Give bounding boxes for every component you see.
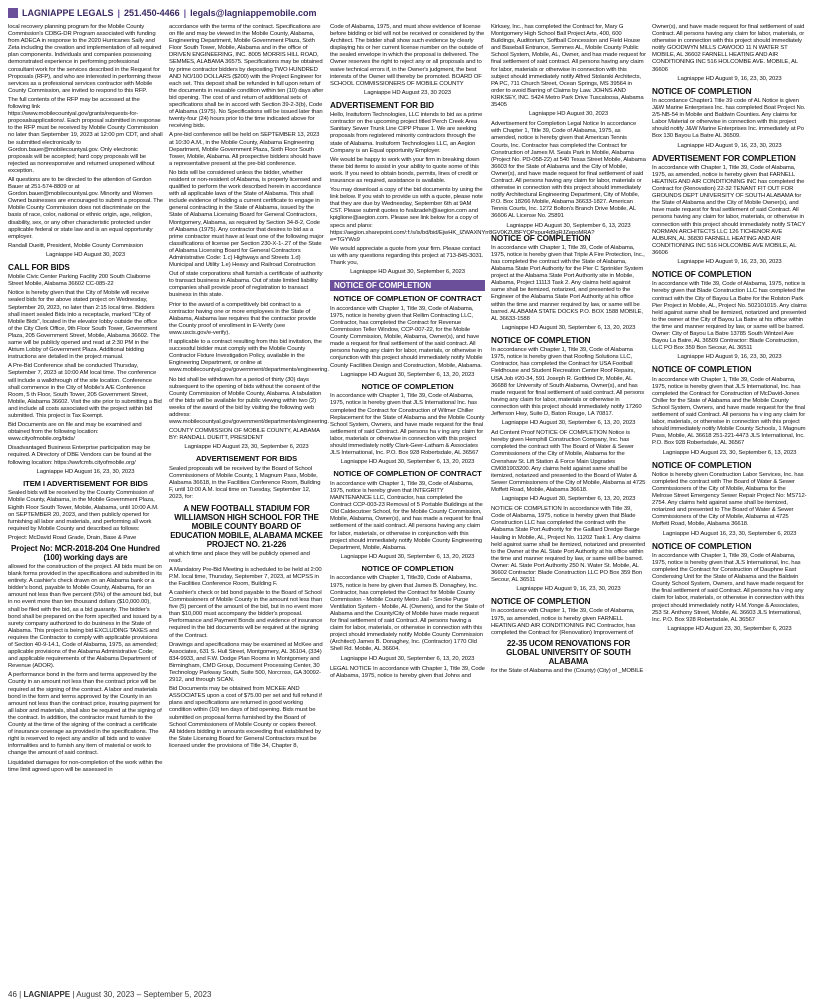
- publication-line: Lagniappe HD August 30, September 6, 2023: [350, 269, 465, 276]
- publication-line: Lagniappe HD August 23, 30 2023: [364, 89, 451, 96]
- notice-paragraph: LEGAL NOTICE In accordance with Chapter 1, Title 39, Code of Alabama, 1975, notice is hereby given that Johns and: [330, 665, 485, 679]
- notice-paragraph: Hello, Insituform Technologies, LLC intends to bid as a prime contractor on the upcoming project titled Perch Creek Area Sanitary Sewer Trunk Line CIPP Phase 1. We are seeking proposals from registered minority contractors through the state of Alabama. Insituform Technologies LLC, an Aegion Company is an Equal opportunity Employer.: [330, 112, 483, 154]
- notice-paragraph: In accordance with Chapter 1, Title 39, Code of Alabama, 1975, notice is hereby given that JLS International, Inc. has completed the Contract for Construction of Dauphne East Condensing Unit for the State of Alabama and the Baldwin County School System, Owners, and have made request for the final settlement of said Contract. All persons ha v ing any claim for labor, materials, or otherwise in connection with this project should immediately notify H.M.Yonge & Associates, 253 St. Anthony Street, Mobile, AL 36603 JLS International, Inc. P.O. Box 928 Robertsdale, AL 36567: [652, 552, 805, 623]
- notice-paragraph: In accordance with Chapter 1, Title 39, Code of Alabama, 1975, notice is hereby given that JLS International, Inc. has completed the Contract for Construction of McDavid-Jones Chiller for the State of Alabama and the Mobile County School System, Owners, and have made request for the final settlement of said Contract. All persons ha v ing any claim for labor, materials, or otherwise in connection with this project should immediately notify Mobile County Schools, 1 Magnum Pass, Mobile, AL 36618 251-221-4473 JLS International, Inc. P.O. Box 928 Robertsdale, AL 36567: [652, 376, 806, 447]
- publication-line: Lagniappe HD August 30, 2023: [528, 111, 609, 118]
- notice-paragraph: Disadvantaged Business Enterprise participation may be required. A Directory of DBE Vendors can be found at the following location: https://wwfcmfs.cityofmobile.org/: [8, 445, 152, 466]
- notice-paragraph: allowed for the construction of the project. All bids must be on blank forms provided in the specifications and submitted in its entirety. A cashier's check drawn on an Alabama bank or a bidder's bond, payable to Mobile County, Alabama, for an amount not less than five percent (5%) of the amount bid, but in no event more than ten thousand dollars ($10,000.00), shall be filed with the bid, as a bid guaranty. The bidder's bond shall be prepared on the form specified and issued by a surety company authorized to do business in the State of Alabama. This project is being bid EXCLUDING TAXES and requires the Contractor to comply with applicable provisions of Section 40-9-14.1, Code of Alabama, 1975, as amended; applicable provisions of the Alabama Administrative Code; and applicable requirements of the Alabama Department of Revenue (ADOR).: [8, 563, 162, 670]
- notice-heading: NOTICE OF COMPLETION: [652, 270, 752, 280]
- notice-paragraph: Mobile Civic Center Parking Facility 200 South Claiborne Street Mobile, Alabama 36602 CC-085-22: [8, 274, 151, 288]
- publication-line: Lagniappe HD August 30, September 6, 13, 20, 2023: [501, 496, 636, 503]
- notice-heading: NOTICE OF COMPLETION: [491, 335, 591, 345]
- notice-paragraph: at which time and place they will be publicly opened and read.: [169, 550, 310, 564]
- notice-paragraph: NOTICE OF COMPLETION In accordance with Title 39, Code of Alabama, 1975, notice is hereby given that Blade Construction LLC has completed the contract with the Alabama State Port Authority for the Gaillard Dredge Barge Hauling in Mobile, AL, Project No. 11202 Task 1. Any claims held against same shall be itemized, notarized and presented to the Owner at the AL State Port Authority at his office within the time and manner required by law, or same will be barred. Owner: AL State Port Authority 250 N. Water St. Mobile, AL 36602 Contractor: Blade Construction LLC PO Box 359 Bon Secour, AL 36511: [491, 506, 646, 584]
- notice-paragraph: In accordance with Chapter 1, Title 39, Code of Alabama, 1975, notice is hereby given that Triple A Fire Protection, Inc., has completed the contract with the State of Alabama, Alabama State Port Authority for the Pier C Sprinkler System project at the Alabama State Port Authority site in Mobile, Alabama, Project 11113 Task 2. Any claims held against same shall be itemized, notarized, and presented to the Engineer of the Alabama State Port Authority at his office within the time and manner required by law, or same will be barred. ALABAMA STATE DOCKS P.O. BOX 1588 MOBILE, AL 36633-1588: [491, 244, 645, 322]
- section-marker-icon: [8, 8, 18, 18]
- notice-paragraph: COUNTY COMMISSION OF MOBILE COUNTY, ALABAMA BY: RANDALL DUEITT, PRESIDENT: [169, 428, 320, 442]
- notice-emphasis: Project No: MCR-2018-204 One Hundred (100) working days are: [11, 543, 160, 562]
- notice-heading: NOTICE OF COMPLETION: [361, 563, 454, 573]
- column-5: [652, 24, 807, 986]
- notice-paragraph: Notice is hereby given that the City of Mobile will receive sealed bids for the above stated project on Wednesday, September 20, 2023, no later than 2:15 local time. Bidders shall insert sealed Bids into a receptacle, marked "City of Mobile Bids", located in the elevator lobby outside the office of the City Clerk Office, 9th Floor South Tower, Government Plaza, 205 Government Street, Mobile, Alabama 36602. The same will be publicly opened and read at 2:30 PM in the Atrium Lobby of Government Plaza. Additional bidding instructions are detailed in the project manual.: [8, 290, 160, 361]
- notice-paragraph: Project: McDavid Road Grade, Drain, Base & Pave: [8, 534, 137, 541]
- publication-line: Lagniappe HD August 23, 30, September 6, 2023: [667, 625, 792, 632]
- footer-brand: LAGNIAPPE: [23, 990, 71, 999]
- notice-paragraph: If applicable to a contract resulting from this bid invitation, the successful bidder must comply with the Mobile County Contractor Fixture Investigation Policy, available in the Engineering Department, or online at www.mobilecountyal.gov/government/departments/engineering.: [169, 339, 329, 374]
- notice-paragraph: Advertisement for Completion Legal Notice In accordance with Chapter 1, Title 39, Code of Alabama, 1975, as amended, notice is hereby given that American Tennis Courts, Inc. Contractor has completed the Contract for Construction of James M. Seals Park in Mobile, Alabama (Project No. PD-058-22) at 540 Texas Street Mobile, Alabama 36603 for the State of Alabama and the City of Mobile, Owner(s), and have made request for final settlement of said Contract. All persons having any claim for labor, materials or otherwise in connection with this project should immediately notify Architectural Engineering Department, City of Mobile, P.O. Box 18266 Mobile, Alabama 36633-1827. American Tennis Courts, Inc. 1272 Bolton's Branch Drive Mobile, AL 36606 AL License No. 25891: [491, 121, 646, 220]
- notice-heading: ADVERTISEMENT FOR BIDS: [195, 454, 298, 464]
- notice-paragraph: Owner(s), and have made request for final settlement of said Contract. All persons having any claim for labor, materials, or otherwise in connection with this project should immediately notify GOODWYN MILLS CAWOOD 11 N WATER ST MOBILE, AL 36602 FARNELL HEATING AND AIR CONDITIONING INC 516 HOLCOMBE AVE. MOBILE, AL 36606: [652, 24, 805, 73]
- notice-paragraph: Liquidated damages for non-completion of the work within the time limit agreed upon will be assessed in: [8, 759, 163, 773]
- notice-heading: CALL FOR BIDS: [8, 263, 70, 272]
- notice-heading: NOTICE OF COMPLETION: [652, 541, 752, 551]
- page-number: 46: [8, 990, 17, 999]
- publication-line: Lagniappe HD August 30, September 6, 13, 20, 2023: [501, 420, 636, 427]
- publication-line: Lagniappe HD August 30, September 6, 13, 20, 2023: [501, 324, 636, 331]
- notice-paragraph: Bid Documents are on file and may be examined and obtained from the following location: www.cityofmobile.org/bids/: [8, 422, 142, 443]
- header-email[interactable]: legals@lagniappemobile.com: [190, 8, 317, 18]
- publication-line: Lagniappe HD August 30, 2023: [45, 251, 126, 258]
- publication-line: Lagniappe HD August 23, 30, September 6, 2023: [184, 444, 309, 451]
- notice-paragraph: In accordance with Chapter 1, Title 39, Code of Alabama, 1975, notice is hereby given that JLS International Inc. has completed the Contract for Construction of Wilmer Chiller Replacement for the State of Alabama and the Mobile County School System, Owners, and have made request for the final settlement of said Contract. All persons ha v ing any claim for labor, materials or otherwise in connection with this project should immediately notify Clark-Geer-Latham & Associates JLS International, Inc. P.O. Box 928 Robertsdale, AL 36567: [330, 393, 485, 457]
- notice-paragraph: A pre-bid conference will be held on SEPTEMBER 13, 2023 at 10:30 A.M., in the Mobile County, Alabama Engineering Department, Mobile Government Plaza, Sixth Floor South Tower, Mobile, Alabama. All prospective bidders should have a representative present at the pre-bid conference.: [169, 132, 321, 167]
- notice-paragraph: A Pre-Bid Conference shall be conducted Thursday, September 7, 2023 at 10:00 AM local time. The conference will include a walkthrough of the site location. Conference shall commence in the City of Mobile's A/E Conference Room, 5 th Floor, South Tower, 205 Government Street, Mobile, Alabama 36602. Visit the site prior to submitting a Bid and include all costs associated with the project within bid submitted. This project is Tax Exempt.: [8, 363, 162, 419]
- column-4: [491, 24, 646, 986]
- notice-emphasis: 22-35 UCOM RENOVATIONS FOR GLOBAL UNIVERSITY OF SOUTH ALABAMA: [506, 638, 631, 666]
- publication-line: Lagniappe HD August 9, 16, 23, 30, 2023: [677, 259, 782, 266]
- page-footer: 46 | LAGNIAPPE | August 30, 2023 – September 5, 2023: [8, 990, 212, 999]
- notice-heading: NOTICE OF COMPLETION: [652, 365, 752, 375]
- footer-dates: August 30, 2023 – September 5, 2023: [76, 990, 212, 999]
- notice-heading: NOTICE OF COMPLETION: [652, 460, 752, 470]
- notice-paragraph: We would appreciate a quote from your firm. Please contact us with any questions regarding this project at 713-845-3031. Thank you,: [330, 245, 484, 267]
- notice-paragraph: No bids will be considered unless the bidder, whether resident or non-resident of Alabama, is properly licensed and qualified to perform the work described herein in accordance with all applicable laws of the State of Alabama. This shall include evidence of holding a current certificate to engage in general contracting in the State of Alabama, issued by the State of Alabama Licensing Board for General Contractors, Montgomery, Alabama, as required by Section 34-8-2, Code of Alabama (1975). Any contractor that desires to bid as a prime contractor must have at least one of the following major classifications of license per Section 230-X-1-.27 of the State of Alabama Licensing Board for General Contractors Administrative Code: 1.c) Highways and Streets 1.d) Municipal and Utility 1.e) Heavy and Railroad Construction: [169, 169, 324, 269]
- notice-paragraph: Ad Content Proof NOTICE OF COMPLETION Notice is hereby given Hemphill Construction Company, Inc. has completed the contract with The Board of Water & Sewer Commissioners of the City of Mobile, Alabama for the Crenshaw St. Lift Station & Force Main Upgrades CM081903200. Any claims held against same shall be itemized, notarized and presented to the Board of Water & Sewer Commissioners of the City of Mobile, Alabama at 4725 Moffett Road, Mobile, Alabama 36618.: [491, 430, 646, 493]
- notice-heading: NOTICE OF COMPLETION: [491, 233, 591, 243]
- publication-line: Lagniappe HD August 9, 16, 23, 30, 2023: [677, 75, 782, 82]
- section-banner: NOTICE OF COMPLETION: [330, 280, 485, 291]
- publication-line: Lagniappe HD August 23, 30, September 6, 13, 2023: [662, 449, 797, 456]
- notice-paragraph: Drawings and specifications may be examined at McKee and Associates, 631 S. Hull Street, Montgomery, AL 36104, (334) 834-9933, and F.W. Dodge Plan Rooms in Montgomery and Birmingham, CMD Group, Document Processing Center, 30 Technology Parkway South, Suite 500, Norcross, GA 30092-2912, and through SCAN.: [169, 641, 323, 684]
- notice-paragraph: Bid Documents may be obtained from MCKEE AND ASSOCIATES upon a cost of $75.00 per set and full refund if plans and specifications are returned in good working condition within (10) ten days of bid opening. Bids must be submitted on proposal forms furnished by the Board of School Commissioners of Mobile County or copies thereof. All bidders bidding in amounts exceeding that established by the State Licensing Board for General Contractors must be licensed under the provisions of Title 34, Chapter 8,: [169, 686, 322, 749]
- notice-paragraph: A Mandatory Pre-Bid Meeting is scheduled to be held at 2:00 P.M. local time, Thursday, September 7, 2023, at MCPSS in the Facilities Conference Room, Building F.: [169, 566, 322, 587]
- notice-paragraph: Kirksey, Inc., has completed the Contract for, Mary G Montgomery High School Ball Project Arts, 400, 600 Buildings, Auditorium, Softball Concession and Field House and Baseball Entrance, Semmes AL, Mobile County Public School System, Mobile, AL, Owner, and has made request for final settlement of said contract. All persons having any claim for labor, materials or otherwise in connection with this subject should immediately notify Alfred Stolarski Architects, PA PC, 711 Church Street, Ocean Springs, MS 39564 in order to avoid Barring of Claims by Law. JOHNS AND KIRKSEY, INC. 5424 Metro Park Drive Tuscaloosa, Alabama 35405: [491, 24, 646, 109]
- notice-emphasis: A NEW FOOTBALL STADIUM FOR WILLIAMSON HIGH SCHOOL FOR THE MOBILE COUNTY BOARD OF EDUCATION MOBILE, ALABAMA MCKEE PROJECT NO. 21-226: [170, 503, 323, 549]
- notice-paragraph: We would be happy to work with your firm in breaking down these bid items to assist in your ability to quote some of this work. If you need to obtain bonds, permits, lines of credit or insurance as required, assistance is available.: [330, 156, 480, 184]
- notice-paragraph: A cashier's check or bid bond payable to the Board of School Commissioners of Mobile County in the amount not less than five (5) percent of the amount of the bid, but in no event more than $10,000 must accompany the bidder's proposal. Performance and Payment Bonds and evidence of insurance required in the bid documents will be required at the signing of the Contract.: [169, 589, 323, 639]
- notice-paragraph: Sealed proposals will be received by the Board of School Commissioners of Mobile County, 1 Magnum Pass, Mobile, Alabama 36618, in the Facilities Conference Room, Building F, until 10:00 A.M. local time on Tuesday, September 12, 2023, for:: [169, 466, 321, 501]
- column-1: [8, 24, 163, 986]
- notice-heading: NOTICE OF COMPLETION: [361, 381, 454, 391]
- notice-paragraph: Notice is hereby given Construction Labor Services, Inc. has completed the contract with The Board of Water & Sewer Commissioners of the City of Mobile, Alabama for the Melrose Street Emergency Sewer Repair Project No: MS712-2754. Any claims held against same shall be itemized, notarized and presented to The Board of Water & Sewer Commissioners of the City of Mobile, Alabama at 4725 Moffett Road, Mobile, Alabama 36618.: [652, 471, 807, 528]
- section-title: LAGNIAPPE LEGALS: [22, 8, 114, 18]
- notice-heading: NOTICE OF COMPLETION: [491, 597, 591, 607]
- legal-columns: [8, 24, 810, 986]
- notice-paragraph: Sealed bids will be received by the County Commission of Mobile County, Alabama, in the Mobile Government Plaza, Eighth Floor South Tower, Mobile, Alabama, until 10:00 A.M. on SEPTEMBER 20, 2023, and then publicly opened for furnishing all labor and materials, and performing all work required by Mobile County and described as follows:: [8, 490, 159, 532]
- publication-line: Lagniappe HD August 30, September 6, 13, 20, 2023: [340, 459, 475, 466]
- publication-line: Lagniappe HD August 16, 23, 30, September 6, 2023: [662, 530, 797, 537]
- publication-line: Lagniappe HD August 30, September 6, 13, 20, 2023: [340, 553, 475, 560]
- notice-paragraph: Prior to the award of a competitively bid contract to a contractor having one or more employees in the State of Alabama, Alabama law requires that the contractor provide the County proof of enrollment in E-Verify (see www.uscis.gov/e-verify).: [169, 301, 317, 336]
- notice-heading: ADVERTISEMENT FOR COMPLETION: [652, 153, 796, 163]
- column-2: [169, 24, 329, 986]
- publication-line: Lagniappe HD August 9, 16, 23, 30, 2023: [677, 142, 782, 149]
- notice-heading: NOTICE OF COMPLETION OF CONTRACT: [333, 294, 482, 304]
- notice-heading: NOTICE OF COMPLETION OF CONTRACT: [333, 469, 482, 479]
- notice-paragraph: for the State of Alabama and the (County) (City) of _MOBILE: [491, 667, 644, 674]
- notice-heading: ADVERTISEMENT FOR BID: [330, 100, 434, 110]
- notice-paragraph: In accordance with Title 39, Code of Alabama, 1975, notice is hereby given that Blade Construction LLC has completed the contract with the City of Bayou La Batre for the Rolston Park Pier Project in Mobile, AL, Project No. 502101015. Any claims held against same shall be itemized, notarized and presented to the owner at the City of Bayou La Batre at his office within the time and manner required by law, or same will be barred. Owner: City of Bayou La Batre 13785 South Wintzel Ave Bayou La Batre, AL 36509 Contractor: Blade Construction, LLC PO Box 359 Bon Secour, AL 36511: [652, 281, 807, 352]
- notice-paragraph: All questions are to be directed to the attention of Gordon Bauer at 251-574-8809 or at Gordon.bauer@mobilecountyal.gov. Minority and Women Owned businesses are encouraged to submit a proposal. The Mobile County Commission does not discriminate on the basis of race, color, national or ethnic origin, age, religion, disability, sex, or any other characteristic protected under applicable federal or state law and is an equal opportunity employer.: [8, 176, 163, 240]
- notice-paragraph: In accordance with Chapter 1, Title39, Code of Alabama, 1975, notice is here by given that James B. Donaghey, Inc. Contractor, has completed the Contract for Mobile County Commission - Mobile County Metro Jail - Smoke Purge Ventilation System - Mobile, AL (Owners), and for the State of Alabama and the County/City of Mobile have made request for final settlement of said Contract. All persons having a claim for labor, materials, or otherwise in connection with this project should immediately notify Mobile County Commission (Architect) James B. Donaghey, Inc. (Contractor) 1770 Old Shell Rd. Mobile, AL 36604.: [330, 575, 485, 653]
- notice-paragraph: local recovery planning program for the Mobile County Commission's CDBG-DR Program associated with funding from ADECA in response to the 2020 Hurricanes Sally and Zeta including the creation and implementation of all required plan components. Individuals and companies possessing demonstrated experience in performing professional consultant work for the services described in the Request for Proposals (RFP), and who are interested in performing these services as a professional services contractor with Mobile County Commission, are invited to respond to this RFP.: [8, 24, 162, 94]
- publication-line: Lagniappe HD August 16, 23, 30, 2023: [36, 468, 135, 475]
- notice-paragraph: In accordance with Chapter 1, Title 39, Code of Alabama 1975, notice is hereby given that Roofing Solutions LLC, Contractor, has completed the Contract for USA Football Fieldhouse and Student Recreation Center Roof Repairs, USA Job #20-34, 591 Joseph R. Gottfried Dr, Mobile, AL 36688 for University of South Alabama, Owner(s), and has made request for final settlement of said contract. All persons having any claim for labor, materials or otherwise in connection with this project should immediately notify 17260 Jefferson Hwy, Suite D, Baton Rouge, LA 70817.: [491, 347, 645, 417]
- notice-paragraph: In accordance Chapter1 Title 39 code of AL Notice is given J&W Marine Enterprises Inc. has completed Boat Project No. 2/5-NB-54 in Mobile and Baldwin Counties. Any claims for Labor Material or otherwise in connection with this project should notify J&W Marine Enterprises Inc. immediately at Po Box 130 Bayou La Batre AL 36509.: [652, 97, 806, 140]
- notice-paragraph: A performance bond in the form and terms approved by the County in an amount not less than the contract price will be required at the signing of the contract. A labor and materials bond in the form and terms approved by the County in an amount not less than the contract price, insuring payment for all labor and materials, shall also be required at the signing of the contract. In addition, the contractor must furnish to the County at the time of the signing of the contract a certificate of insurance coverage as provided in the specifications. The right is reserved to reject any and/or all bids and to waive informalities and to furnish any item of material or work to change the amount of said contract.: [8, 672, 162, 757]
- header-phone: 251.450-4466: [124, 8, 180, 18]
- notice-paragraph: accordance with the terms of the contract. Specifications are on file and may be viewed in the Mobile County, Alabama, Engineering Department, Mobile Government Plaza, Sixth Floor South Tower, Mobile, Alabama and in the office of DRIVEN ENGINEERING, INC. 8005 MORRIS HILL ROAD, SEMMES, ALABAMA 36575. Specifications may be obtained by prime contractor bidders by depositing TWO HUNDRED AND NO/100 DOLLARS ($200) with the Project Engineer for each set. This deposit shall be refunded in full upon return of the documents in reusable condition within ten (10) days after bid opening. The cost of and return of additional sets of specifications shall be in accord with Section 39-2-3(b), Code of Alabama (1975). No Specifications will be issued later than twenty-four (24) hours prior to the time indicated above for receiving bids.: [169, 24, 324, 130]
- notice-paragraph: In accordance with Chapter 1, Title 39, Code of Alabama, 1975, as amended, notice is hereby given FARNELL HEATING AND AIR CONDITIONING INC Contractor, has completed the Contract for (Renovation) Improvement of: [491, 608, 636, 636]
- notice-paragraph: Code of Alabama, 1975, and must show evidence of license before bidding or bid will not be received or considered by the Architect. The bidder shall show such evidence by clearly displaying his or her current license number on the outside of the sealed envelope in which the proposal is delivered. The Owner reserves the right to reject any or all proposals and to waive technical errors if, in the Owner's judgment, the best interests of the Owner will thereby be promoted. BOARD OF SCHOOL COMMISSIONERS OF MOBILE COUNTY: [330, 24, 485, 87]
- notice-paragraph: No bid shall be withdrawn for a period of thirty (30) days subsequent to the opening of bids without the consent of the County Commission of Mobile County, Alabama. A tabulation of the bids will be available for public viewing within two (2) weeks of the award of the bid by visiting the following web address: www.mobilecountyal.gov/government/departments/engineering.: [169, 376, 329, 426]
- header-separator: |: [117, 8, 121, 18]
- page-header: [8, 6, 316, 20]
- notice-heading: ITEM I ADVERTISEMENT FOR BIDS: [23, 478, 148, 488]
- header-separator: |: [183, 8, 187, 18]
- publication-line: Lagniappe HD August 30, September 6, 13, 2023: [506, 222, 631, 229]
- notice-paragraph: In accordance with Chapter 1, Title 39, Code of Alabama, 1975, as amended, notice is hereby given that FARNELL HEATING AND AIR CONDITIONING INC has completed the Contract for (Renovation) 22-32 TENANT FIT OUT FOR GROUNDS DEPT UNIVERSITY OF SOUTH ALABAMA for the State of Alabama and the City of Mobile Owner(s), and have made request for final settlement of said Contract. All persons having any claim for labor, materials, or otherwise in connection with this project should immediately notify STACY NORMAN ARCHITECTS LLC 126 TICHENOR AVE AUBURN, AL 36830 FARNELL HEATING AND AIR CONDITIONING INC 516 HOLCOMBE AVE MOBILE, AL 36606: [652, 164, 806, 256]
- notice-paragraph: Out of state corporations shall furnish a certificate of authority to transact business in Alabama. Out of state limited liability companies shall provide proof of registration to transact business in this state.: [169, 271, 323, 299]
- publication-line: Lagniappe HD August 30, September 6, 13, 20, 2023: [340, 655, 475, 662]
- notice-paragraph: In accordance with Chapter 1, Title 39, Code of Alabama, 1975, notice is hereby given that Rellim Contracting LLC, Contractor, has completed the Contract for Revenue Commission Teller Window, CCP-007-22, for the Mobile County Commission, Mobile, Alabama, Owner(s), and have made a request for final settlement of the said contract. All persons having any claim for labor, materials, or otherwise in conjunction with this project should immediately notify Mobile County Facilities Design and Construction, Mobile, Alabama.: [330, 305, 483, 369]
- publication-line: Lagniappe HD August 9, 16, 23, 30, 2023: [516, 586, 621, 593]
- notice-paragraph: Randall Dueitt, President, Mobile County Commission: [8, 242, 144, 249]
- notice-paragraph: The full contents of the RFP may be accessed at the following link https://www.mobilecountyal.gov/grants/requests-for-proposalsapplications/. Each proposal submitted in response to the RFP must be received by Mobile County Commission no later than September 19, 2023 at 12:00 pm CDT, and shall be submitted electronically to Gordon.bauer@mobilecountyal.gov. Only electronic proposals will be accepted; hard copy proposals will be rejected as nonresponsive and returned unopened without exception.: [8, 96, 163, 174]
- notice-paragraph: You may download a copy of the bid documents by using the link below. If you wish to provide us with a quote, please note that they are due by Wednesday, September 6th at 9AM CST. Please submit quotes to fvalizadeh@aegion.com and kpiglione@aegion.com. Please see link below for a copy of specs and plans: https://aegion.sharepoint.com/:f:/s/is/bd/bid/EjwHK_IZWAXNYrr8GV0KZUBFYQPxpur4d9gRJZepoMRA?e=TGYWs9: [330, 187, 595, 243]
- notice-heading: NOTICE OF COMPLETION: [652, 86, 752, 96]
- publication-line: Lagniappe HD August 9, 16, 23, 30, 2023: [677, 354, 782, 361]
- publication-line: Lagniappe HD August 30, September 6, 13, 20, 2023: [340, 371, 475, 378]
- notice-paragraph: In accordance with Chapter 1, Title 39, Code of Alabama, 1975, notice is hereby given that INTEGRITY MAINTENANCE LLC, Contractor, has completed the Contract CCP-003-23 Removal of 5 Portable Buildings at the Old Caldecutoer School, for the Mobile County Commission, Mobile, Alabama, Owner(s), and has made a request for final settlement of the said contract. All persons having any claim for labor, materials, or otherwise in conjunction with this project should immediately notify Mobile County Engineering Department, Mobile, Alabama.: [330, 480, 483, 551]
